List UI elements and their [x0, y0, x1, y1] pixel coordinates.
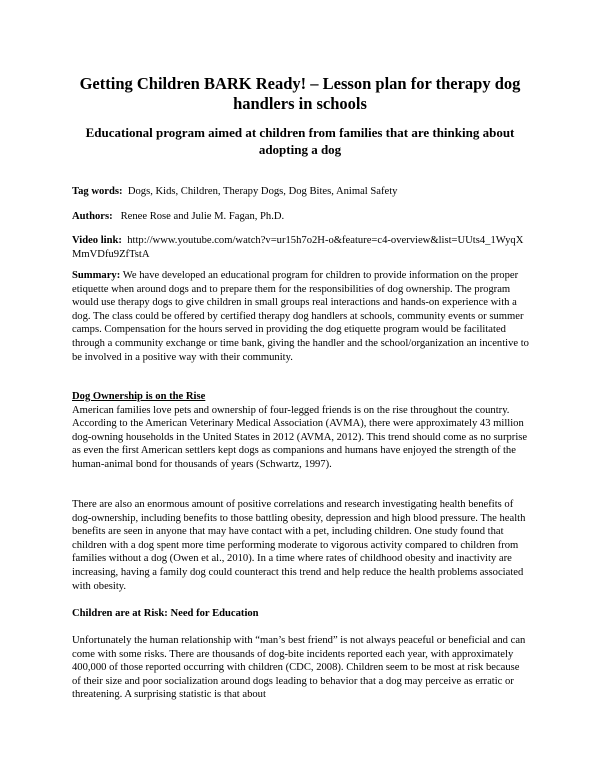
page-subtitle: Educational program aimed at children from families that are thinking about adopting a dog: [85, 125, 515, 157]
section-paragraph: Unfortunately the human relationship with “man’s best friend” is not always peaceful or beneficial and can come with some risks. There are thousands of dog-bite incidents reported each year, with approximately 400,000 of those reported occurring with children (CDC, 2008). Children seem to be most at risk because of their size and poor socialization around dogs leading to behavior that a dog may perceive as erratic or threatening. A surprising statistic is that about: [72, 635, 526, 701]
section-dog-ownership: [72, 390, 530, 472]
section-heading: Children are at Risk: Need for Education: [72, 608, 259, 619]
video-link-label: Video link:: [72, 235, 122, 246]
video-link[interactable]: http://www.youtube.com/watch?v=ur15h7o2H-o&feature=c4-overview&list=UUts4_1WyqXMmVDfu9ZfTstA: [72, 235, 524, 260]
summary-paragraph: [72, 269, 530, 364]
summary-text: We have developed an educational program for children to provide information on the proper etiquette when around dogs and to prepare them for the responsibilities of dog ownership. The program would use therapy dogs to give children in small groups real interactions and hands-on experience with a dog. The class could be offered by certified therapy dog handlers at schools, community events or summer camps. Compensation for the hours served in providing the dog etiquette program would be facilitated through a community exchange or time bank, giving the handler and the school/organization an incentive to be involved in a positive way with their community.: [72, 270, 529, 363]
tag-words-value: Dogs, Kids, Children, Therapy Dogs, Dog Bites, Animal Safety: [127, 186, 398, 197]
summary-label: Summary:: [72, 270, 121, 281]
section-heading: Dog Ownership is on the Rise: [72, 391, 206, 402]
video-link-line: [72, 234, 530, 261]
authors-value: Renee Rose and Julie M. Fagan, Ph.D.: [120, 211, 285, 222]
tag-words-line: [72, 185, 530, 199]
section-health-benefits: [72, 498, 530, 593]
section-children-at-risk: [72, 607, 530, 621]
section-paragraph: American families love pets and ownership of four-legged friends is on the rise throughout the country. According to the American Veterinary Medical Association (AVMA), there were approximately 43 million dog-owning households in the United States in 2012 (AVMA, 2012). This trend should come as no surprise as even the first American settlers kept dogs as companions and humans have enjoyed the strength of the human-animal bond for thousands of years (Schwartz, 1997).: [72, 404, 528, 470]
tag-words-label: Tag words:: [72, 186, 123, 197]
section-children-at-risk-body: [72, 634, 530, 702]
authors-line: [72, 210, 530, 224]
page-title: Getting Children BARK Ready! – Lesson plan for therapy dog handlers in schools: [79, 74, 521, 113]
authors-label: Authors:: [72, 211, 113, 222]
section-paragraph: There are also an enormous amount of positive correlations and research investigating health benefits of dog-ownership, including benefits to those battling obesity, depression and high blood pressure. The health benefits are seen in anyone that may have contact with a pet, including children. One study found that children with a dog spent more time performing moderate to vigorous activity compared to children from families without a dog (Owen et al., 2010). In a time where rates of childhood obesity and inactivity are increasing, having a family dog could counteract this trend and help reduce the health problems associated with obesity.: [72, 499, 526, 592]
